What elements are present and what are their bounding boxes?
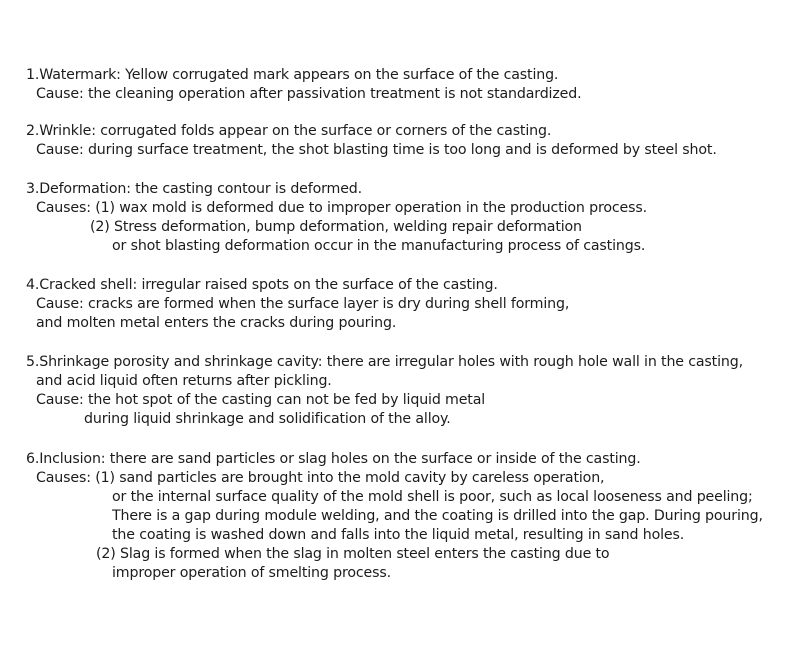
defect-cause: during liquid shrinkage and solidification of the alloy. — [84, 411, 451, 427]
defect-cause: There is a gap during module welding, and the coating is drilled into the gap. During pouring, — [112, 508, 763, 524]
defect-heading: 2.Wrinkle: corrugated folds appear on the surface or corners of the casting. — [26, 123, 552, 139]
defect-heading: 1.Watermark: Yellow corrugated mark appears on the surface of the casting. — [26, 67, 559, 83]
defect-heading: 4.Cracked shell: irregular raised spots on the surface of the casting. — [26, 277, 498, 293]
defect-cause: improper operation of smelting process. — [112, 565, 391, 581]
defect-heading: 6.Inclusion: there are sand particles or slag holes on the surface or inside of the casting. — [26, 451, 641, 467]
defect-cause: (2) Stress deformation, bump deformation, welding repair deformation — [90, 219, 582, 235]
defect-cause: Cause: the cleaning operation after passivation treatment is not standardized. — [36, 86, 582, 102]
defect-cause: Cause: cracks are formed when the surface layer is dry during shell forming, — [36, 296, 570, 312]
defect-cause: the coating is washed down and falls into the liquid metal, resulting in sand holes. — [112, 527, 685, 543]
defect-cause: or shot blasting deformation occur in the manufacturing process of castings. — [112, 238, 646, 254]
defect-heading: and acid liquid often returns after pickling. — [36, 373, 332, 389]
defect-cause: (2) Slag is formed when the slag in molten steel enters the casting due to — [96, 546, 610, 562]
defect-heading: 3.Deformation: the casting contour is deformed. — [26, 181, 363, 197]
defect-cause: Causes: (1) wax mold is deformed due to improper operation in the production process. — [36, 200, 647, 216]
defect-cause: or the internal surface quality of the mold shell is poor, such as local looseness and peeling; — [112, 489, 753, 505]
defect-cause: and molten metal enters the cracks during pouring. — [36, 315, 397, 331]
defect-cause: Cause: during surface treatment, the shot blasting time is too long and is deformed by steel shot. — [36, 142, 717, 158]
defect-heading: 5.Shrinkage porosity and shrinkage cavity: there are irregular holes with rough hole wall in the casting, — [26, 354, 743, 370]
defect-cause: Causes: (1) sand particles are brought into the mold cavity by careless operation, — [36, 470, 605, 486]
defect-cause: Cause: the hot spot of the casting can not be fed by liquid metal — [36, 392, 486, 408]
